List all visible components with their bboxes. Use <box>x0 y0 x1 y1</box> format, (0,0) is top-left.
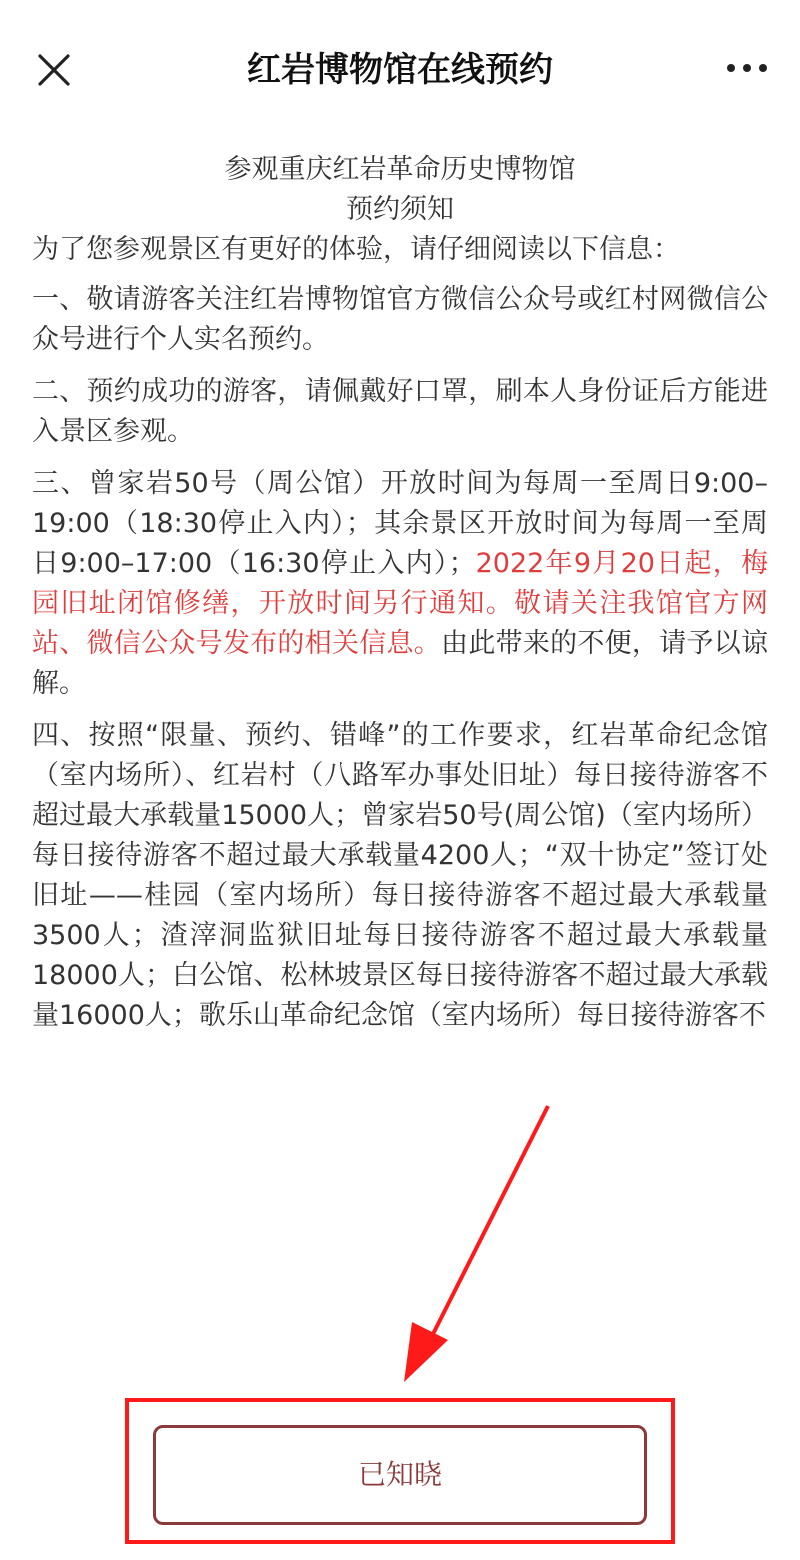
page-title: 红岩博物馆在线预约 <box>247 50 553 90</box>
notice-item-3 <box>32 464 768 704</box>
notice-item-4: 四、按照“限量、预约、错峰”的工作要求，红岩革命纪念馆（室内场所）、红岩村（八路军办事处旧址）每日接待游客不超过最大承载量15000人；曾家岩50号(周公馆)（室内场所）每日接待游客不超过最大承载量4200人；“双十协定”签订处旧址——桂园（室内场所）每日接待游客不超过最大承载量3500人；渣滓洞监狱旧址每日接待游客不超过最大承载量18000人；白公馆、松林坡景区每日接待游客不超过最大承载量16000人；歌乐山革命纪念馆（室内场所）每日接待游客不 <box>32 720 768 1031</box>
notice-item-2: 二、预约成功的游客，请佩戴好口罩，刷本人身份证后方能进入景区参观。 <box>32 376 768 447</box>
notice-item-1: 一、敬请游客关注红岩博物馆官方微信公众号或红村网微信公众号进行个人实名预约。 <box>32 284 768 355</box>
notice-intro: 为了您参观景区有更好的体验，请仔细阅读以下信息： <box>32 234 680 265</box>
notice-content <box>32 150 768 1048</box>
navigation-bar <box>0 0 800 140</box>
notice-item-3-alert: 2022年9月20日起，梅园旧址闭馆修缮，开放时间另行通知。敬请关注我馆官方网站、微信公众号发布的相关信息。 <box>32 548 768 659</box>
more-icon[interactable] <box>726 58 768 78</box>
close-icon[interactable] <box>36 52 72 88</box>
notice-heading-line1: 参观重庆红岩革命历史博物馆 <box>224 154 576 185</box>
annotation-arrow <box>390 1100 560 1390</box>
acknowledge-button[interactable]: 已知晓 <box>153 1425 647 1525</box>
notice-item-3-apology: 由此带来的不便，请予以谅解。 <box>32 628 769 699</box>
notice-item-3-text: 三、曾家岩50号（周公馆）开放时间为每周一至周日9:00–19:00（18:30停止入内）；其余景区开放时间为每周一至周日9:00–17:00（16:30停止入内）； <box>32 468 768 579</box>
notice-heading-line2: 预约须知 <box>346 194 454 225</box>
